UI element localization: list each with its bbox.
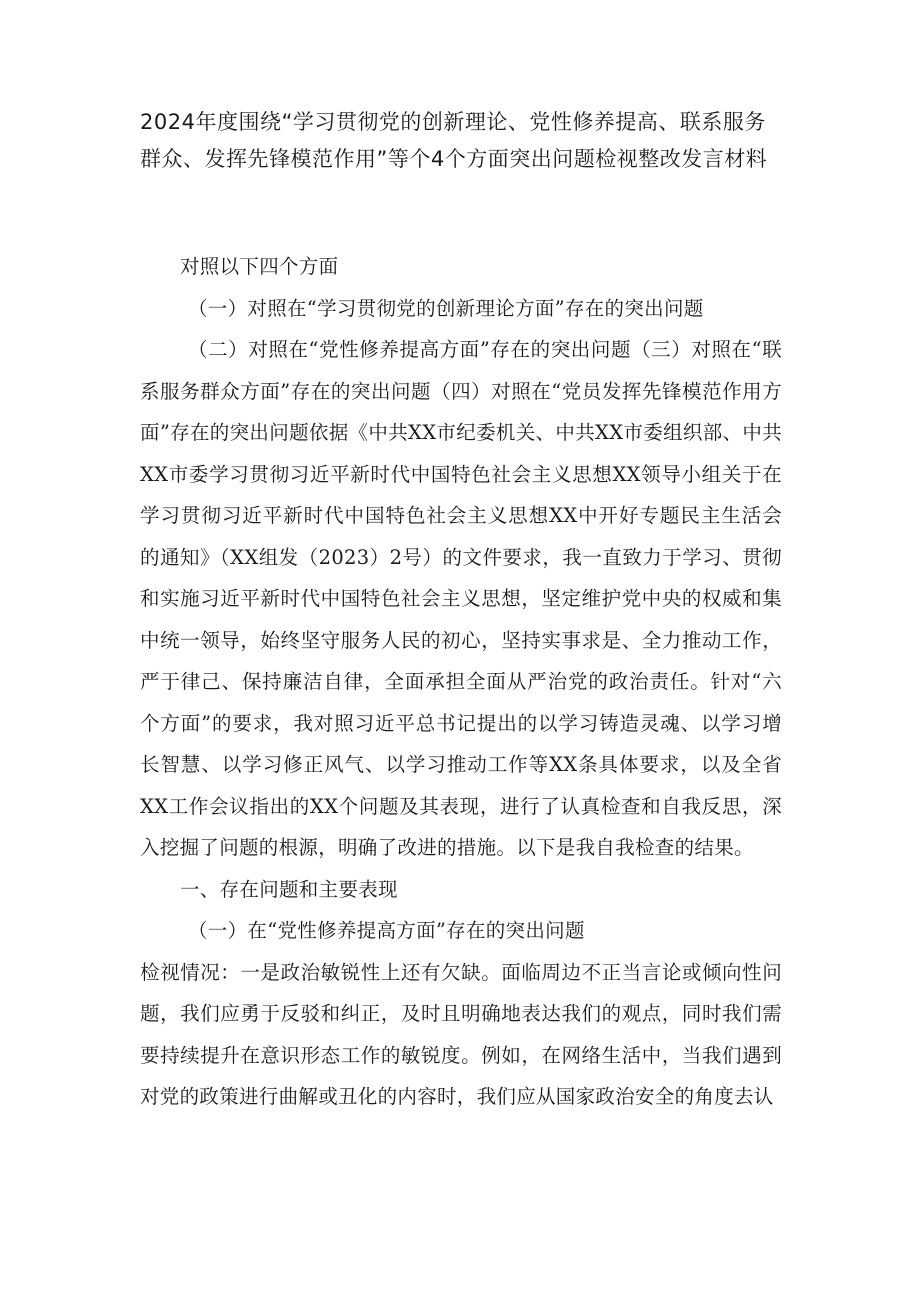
document-title: 2024年度围绕“学习贯彻党的创新理论、党性修养提高、联系服务群众、发挥先锋模范作用”等个4个方面突出问题检视整改发言材料 [140, 110, 768, 171]
section-heading-1: 一、存在问题和主要表现 [180, 877, 398, 901]
paragraph-main: （二）对照在“党性修养提高方面”存在的突出问题（三）对照在“联系服务群众方面”存在的突出问题（四）对照在“党员发挥先锋模范作用方面”存在的突出问题依据《中共XX市纪委机关、中共XX市委组织部、中共XX市委学习贯彻习近平新时代中国特色社会主义思想XX领导小组关于在学习贯彻习近平新时代中国特色社会主义思想XX中开好专题民主生活会的通知》（XX组发（2023）2号）的文件要求，我一直致力于学习、贯彻和实施习近平新时代中国特色社会主义思想，坚定维护党中央的权威和集中统一领导，始终坚守服务人民的初心，坚持实事求是、全力推动工作，严于律己、保持廉洁自律，全面承担全面从严治党的政治责任。针对“六个方面”的要求，我对照习近平总书记提出的以学习铸造灵魂、以学习增长智慧、以学习修正风气、以学习推动工作等XX条具体要求，以及全省XX工作会议指出的XX个问题及其表现，进行了认真检查和自我反思，深入挖掘了问题的根源，明确了改进的措施。以下是我自我检查的结果。 [140, 338, 782, 859]
paragraph-review: 检视情况：一是政治敏锐性上还有欠缺。面临周边不正当言论或倾向性问题，我们应勇于反驳和纠正，及时且明确地表达我们的观点，同时我们需要持续提升在意识形态工作的敏锐度。例如，在网络生活中，当我们遇到对党的政策进行曲解或丑化的内容时，我们应从国家政治安全的角度去认 [140, 960, 782, 1108]
paragraph-intro: 对照以下四个方面 [180, 255, 339, 278]
paragraph-item-1: （一）对照在“学习贯彻党的创新理论方面”存在的突出问题 [188, 296, 704, 320]
subsection-heading-1: （一）在“党性修养提高方面”存在的突出问题 [188, 919, 585, 942]
document-body [140, 246, 782, 1118]
